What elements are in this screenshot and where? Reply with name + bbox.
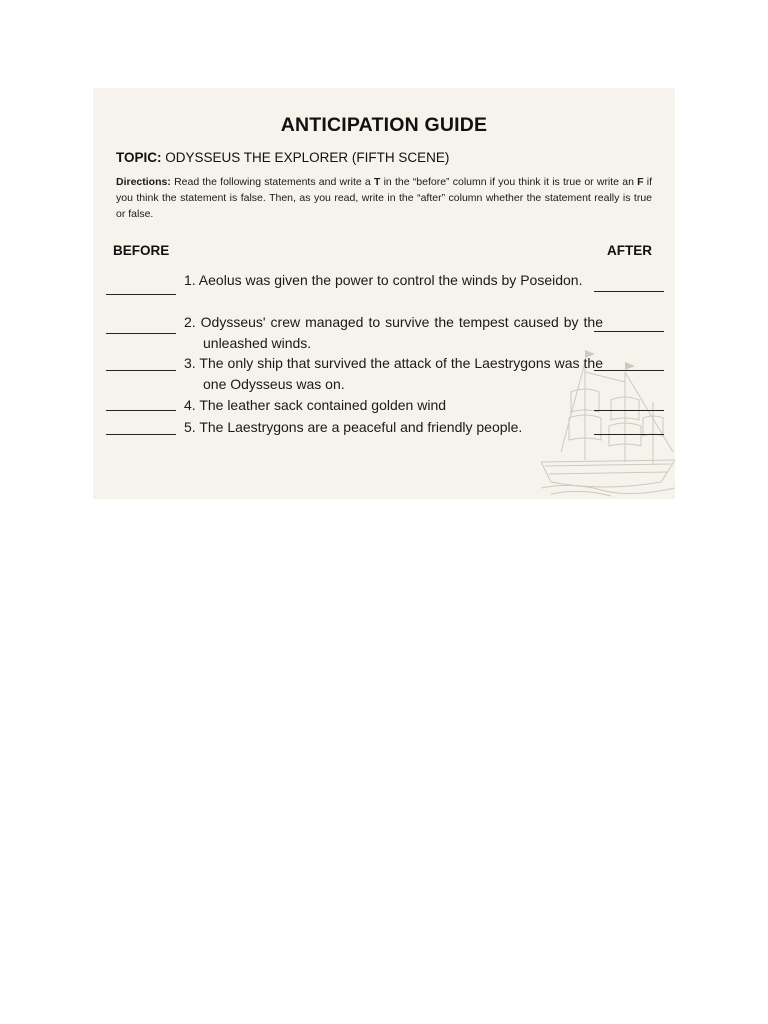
statement-3: 3. The only ship that survived the attack of the Laestrygons was the one Odysseus was on. [184, 355, 603, 392]
statement-4: 4. The leather sack contained golden wind [184, 397, 447, 413]
statement-2: 2. Odysseus' crew managed to survive the tempest caused by the unleashed winds. [184, 314, 603, 351]
before-answer-blank-2[interactable] [106, 333, 176, 334]
directions-true-letter: T [373, 176, 381, 188]
directions-label: Directions: [116, 176, 171, 188]
statement-1: 1. Aeolus was given the power to control the winds by Poseidon. [184, 272, 583, 288]
after-answer-blank-2[interactable] [594, 331, 664, 332]
after-column-header: AFTER [607, 243, 652, 258]
topic-label: TOPIC: [116, 150, 162, 165]
before-answer-blank-3[interactable] [106, 370, 176, 371]
anticipation-guide-card [93, 88, 675, 499]
before-column-header: BEFORE [113, 243, 170, 258]
before-answer-blank-1[interactable] [106, 294, 176, 295]
directions-text [116, 174, 652, 222]
before-answer-blank-4[interactable] [106, 410, 176, 411]
statement-5: 5. The Laestrygons are a peaceful and friendly people. [184, 419, 523, 435]
topic-line [116, 150, 449, 165]
topic-value: ODYSSEUS THE EXPLORER (FIFTH SCENE) [165, 150, 450, 165]
after-answer-blank-4[interactable] [594, 410, 664, 411]
directions-false-letter: F [637, 176, 644, 188]
after-answer-blank-3[interactable] [594, 370, 664, 371]
after-answer-blank-5[interactable] [594, 434, 664, 435]
after-answer-blank-1[interactable] [594, 291, 664, 292]
directions-part2: in the “before” column if you think it is true or write an [380, 176, 638, 188]
page-title: ANTICIPATION GUIDE [280, 114, 488, 136]
directions-part1: Read the following statements and write a [174, 176, 374, 188]
before-answer-blank-5[interactable] [106, 434, 176, 435]
directions-part3: if you think the statement is false. Then, as you read, write in the “after” column whether the statement really is true or false. [116, 176, 653, 220]
